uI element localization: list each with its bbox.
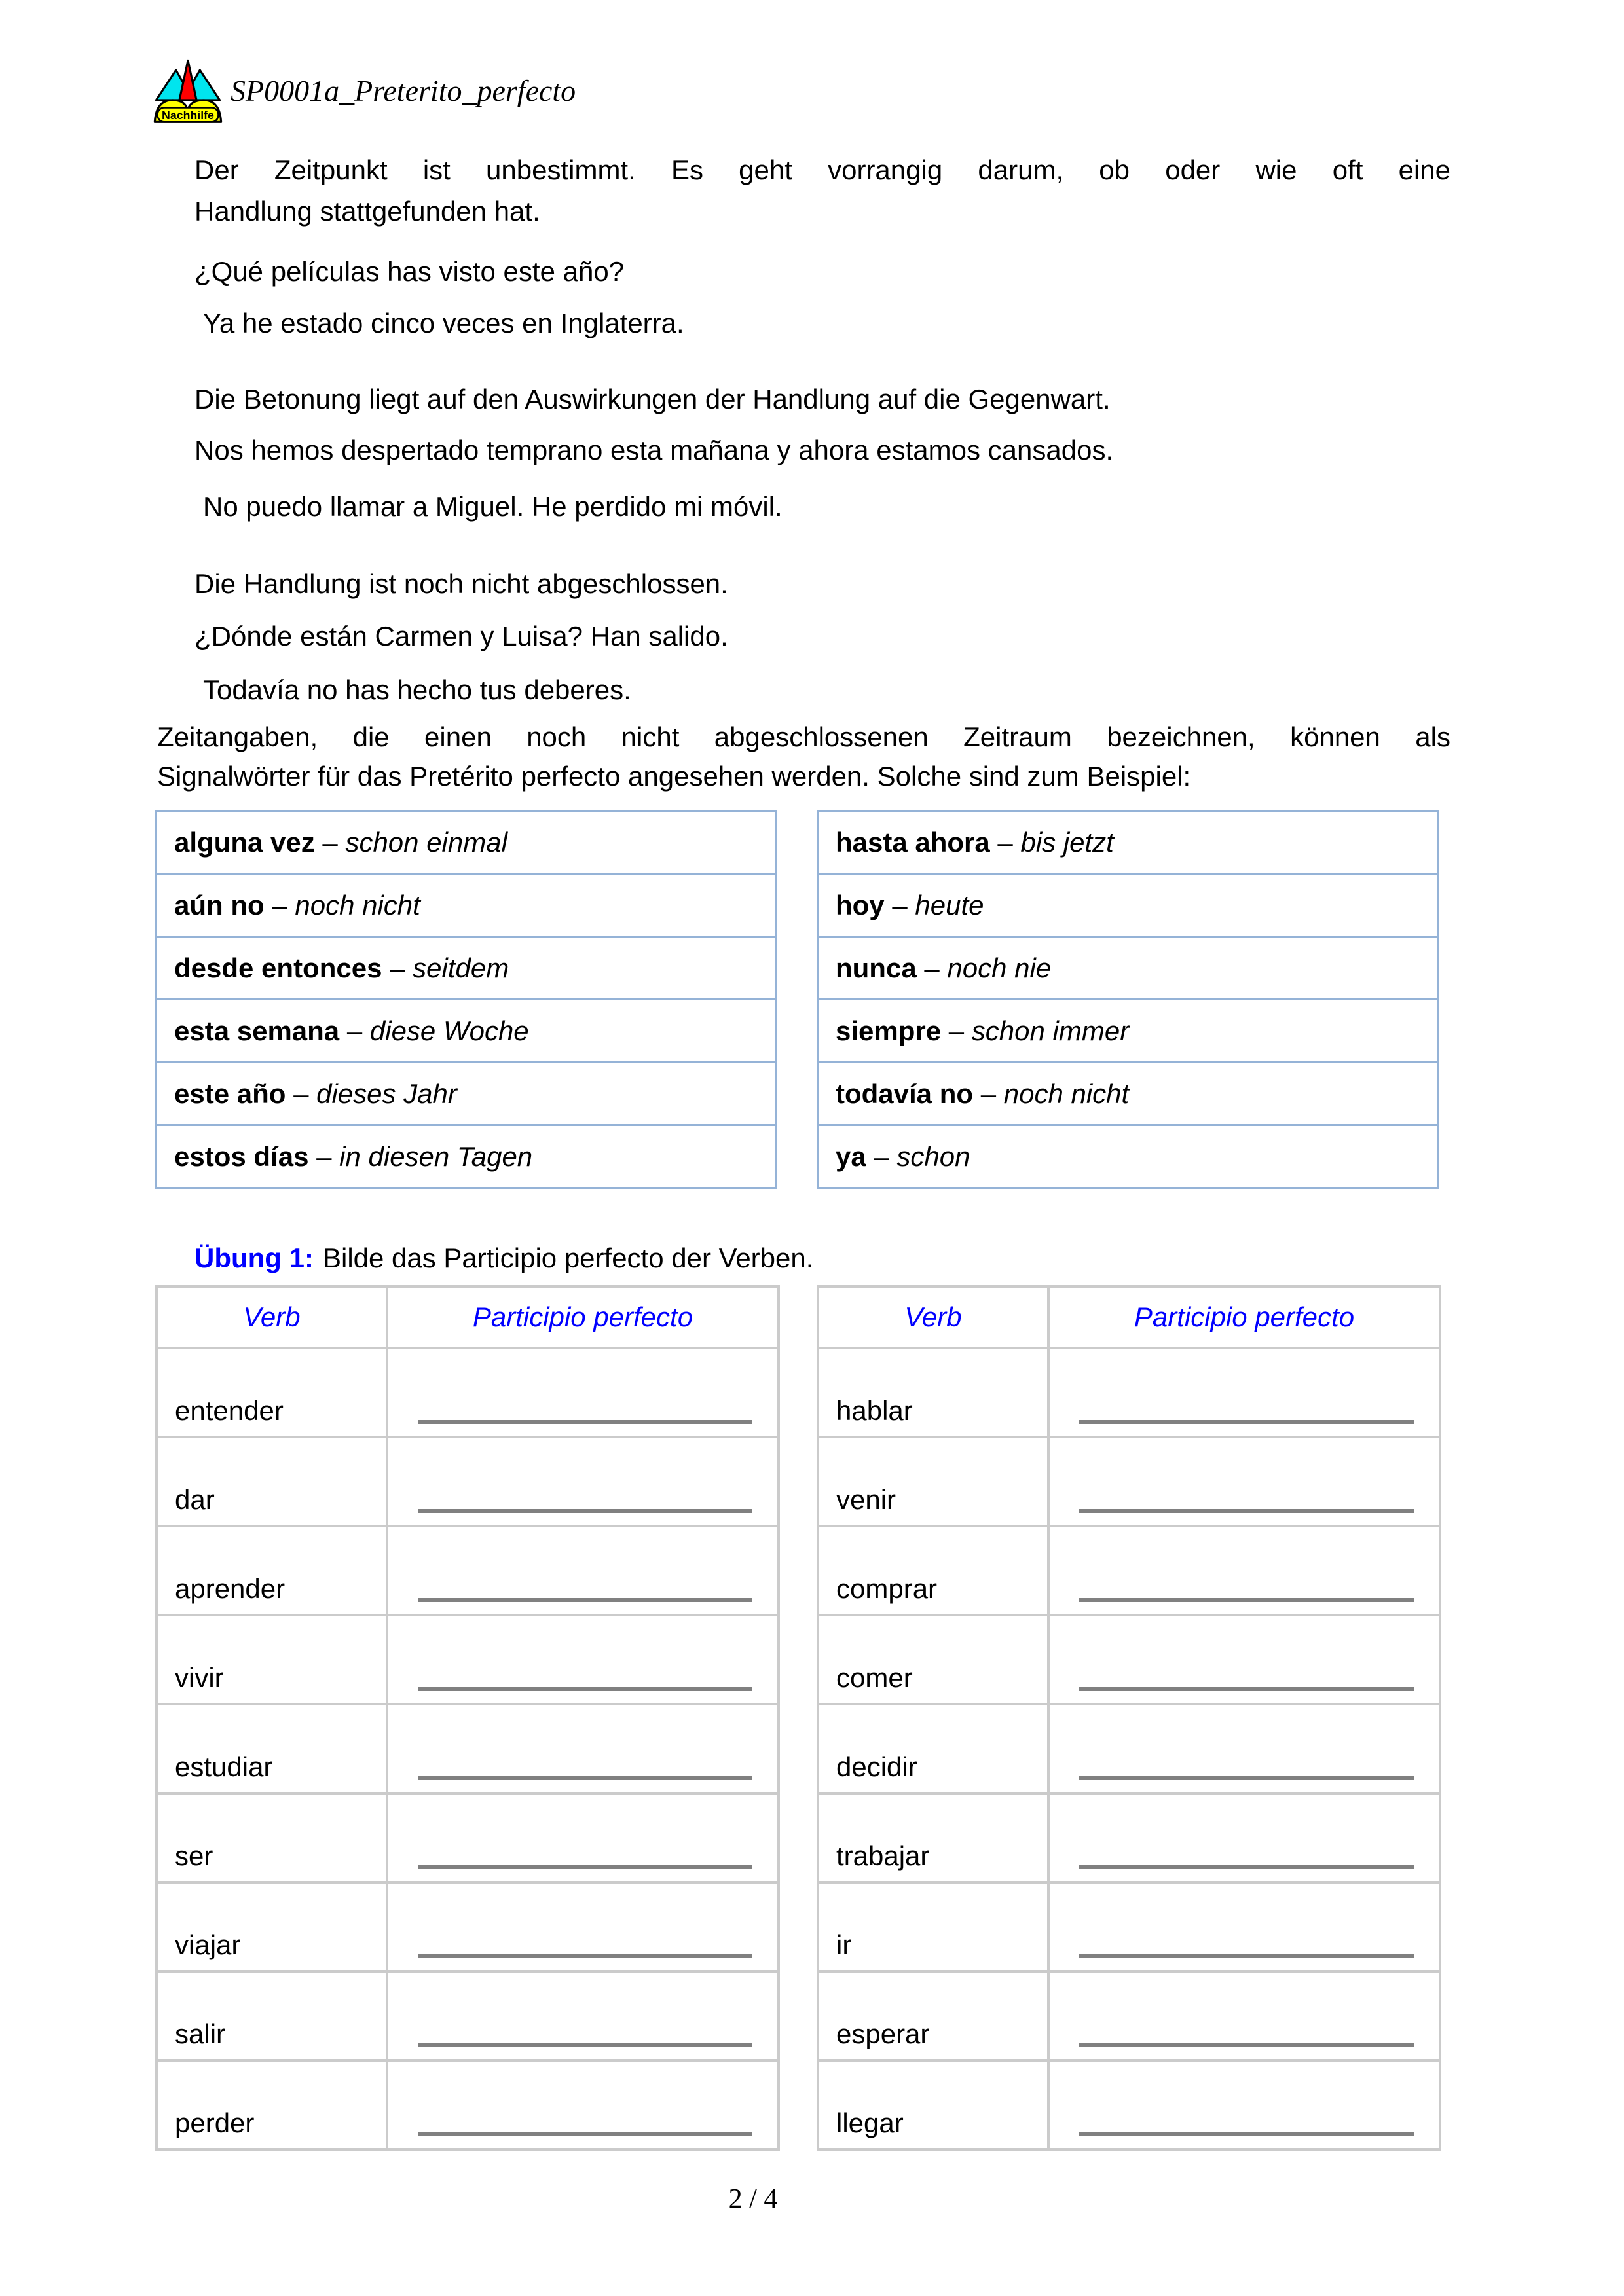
signal-words-intro	[157, 718, 1450, 796]
participle-cell	[1048, 1971, 1440, 2060]
participle-cell	[387, 1882, 779, 1971]
spanish-term: ya	[836, 1140, 866, 1172]
verb-cell: comer	[818, 1615, 1048, 1704]
signal-word-row	[157, 937, 777, 1000]
german-translation: noch nicht	[295, 889, 420, 920]
bullet-text-line: Handlung stattgefunden hat.	[194, 196, 540, 227]
page-number: 2 / 4	[728, 2184, 778, 2214]
signal-word-cell	[818, 874, 1438, 937]
exercise-instruction: Bilde das Participio perfecto der Verben.	[322, 1243, 814, 1273]
german-translation: diese Woche	[369, 1015, 529, 1046]
dash-separator: –	[866, 1140, 897, 1172]
logo-text: Nachhilfe	[162, 109, 214, 122]
bullet-point	[167, 378, 1450, 420]
signal-word-cell	[818, 811, 1438, 874]
german-translation: bis jetzt	[1020, 826, 1114, 858]
signal-word-row	[818, 1125, 1438, 1188]
example-text: Ya he estado cinco veces en Inglaterra.	[203, 308, 684, 338]
exercise-label: Übung 1:	[194, 1243, 314, 1273]
column-header-participle: Participio perfecto	[387, 1286, 779, 1348]
signal-word-row	[157, 1125, 777, 1188]
answer-line	[418, 1598, 752, 1602]
signal-word-cell	[157, 1000, 777, 1063]
bullet-point	[167, 149, 1450, 232]
answer-line	[1079, 1865, 1414, 1869]
participle-cell	[387, 1615, 779, 1704]
exercise-heading	[167, 1237, 813, 1279]
spanish-term: este año	[174, 1078, 286, 1109]
exercise-row	[157, 1971, 779, 2060]
signal-word-cell	[157, 811, 777, 874]
signal-word-cell	[818, 937, 1438, 1000]
answer-line	[418, 1420, 752, 1424]
spanish-term: hoy	[836, 889, 885, 920]
verb-cell: ir	[818, 1882, 1048, 1971]
german-translation: noch nie	[947, 952, 1052, 983]
exercise-row	[157, 1437, 779, 1526]
exercise-table-right	[817, 1285, 1441, 2151]
answer-line	[1079, 1598, 1414, 1602]
german-translation: in diesen Tagen	[339, 1140, 533, 1172]
spanish-term: estos días	[174, 1140, 309, 1172]
verb-cell: entender	[157, 1348, 387, 1437]
signal-word-row	[818, 1000, 1438, 1063]
signal-word-cell	[818, 1000, 1438, 1063]
german-translation: seitdem	[413, 952, 509, 983]
answer-line	[418, 1865, 752, 1869]
dash-separator: –	[308, 1140, 340, 1172]
example-answer	[167, 669, 1450, 710]
bullet-text: Die Betonung liegt auf den Auswirkungen der Handlung auf die Gegenwart.	[194, 384, 1111, 414]
example-text: No puedo llamar a Miguel. He perdido mi móvil.	[203, 491, 783, 522]
answer-line	[1079, 2043, 1414, 2047]
participle-cell	[1048, 1348, 1440, 1437]
german-translation: dieses Jahr	[316, 1078, 457, 1109]
exercise-row	[818, 1348, 1440, 1437]
example-question	[167, 429, 1450, 471]
answer-line	[1079, 1954, 1414, 1958]
exercise-header-row	[818, 1286, 1440, 1348]
answer-line	[418, 1509, 752, 1513]
german-translation: schon	[896, 1140, 970, 1172]
signal-word-cell	[157, 937, 777, 1000]
answer-line	[1079, 1687, 1414, 1691]
answer-line	[418, 1954, 752, 1958]
signal-word-row	[157, 874, 777, 937]
example-text: ¿Qué películas has visto este año?	[194, 256, 625, 287]
spanish-term: hasta ahora	[836, 826, 990, 858]
dash-separator: –	[941, 1015, 972, 1046]
answer-line	[418, 1776, 752, 1780]
answer-line	[1079, 1509, 1414, 1513]
exercise-row	[818, 1793, 1440, 1882]
verb-cell: aprender	[157, 1526, 387, 1615]
participle-cell	[1048, 1437, 1440, 1526]
example-text: ¿Dónde están Carmen y Luisa? Han salido.	[194, 621, 728, 651]
signal-word-cell	[818, 1063, 1438, 1125]
exercise-row	[157, 1882, 779, 1971]
participle-cell	[1048, 2060, 1440, 2149]
spanish-term: todavía no	[836, 1078, 974, 1109]
exercise-row	[157, 1793, 779, 1882]
participle-cell	[387, 1526, 779, 1615]
answer-line	[1079, 1420, 1414, 1424]
spanish-term: nunca	[836, 952, 917, 983]
verb-cell: perder	[157, 2060, 387, 2149]
signal-word-row	[157, 811, 777, 874]
german-translation: noch nicht	[1003, 1078, 1130, 1109]
participle-cell	[387, 1348, 779, 1437]
answer-line	[418, 2043, 752, 2047]
answer-line	[418, 2132, 752, 2136]
signal-word-cell	[818, 1125, 1438, 1188]
signal-word-row	[157, 1063, 777, 1125]
verb-cell: esperar	[818, 1971, 1048, 2060]
verb-cell: decidir	[818, 1704, 1048, 1793]
dash-separator: –	[314, 826, 346, 858]
spanish-term: aún no	[174, 889, 265, 920]
dash-separator: –	[989, 826, 1021, 858]
dash-separator: –	[916, 952, 948, 983]
exercise-row	[157, 2060, 779, 2149]
exercise-row	[818, 2060, 1440, 2149]
dash-separator: –	[382, 952, 413, 983]
dash-separator: –	[973, 1078, 1004, 1109]
exercise-row	[818, 1704, 1440, 1793]
exercise-row	[157, 1704, 779, 1793]
spanish-term: esta semana	[174, 1015, 340, 1046]
signal-word-cell	[157, 874, 777, 937]
dash-separator: –	[264, 889, 295, 920]
german-translation: schon einmal	[345, 826, 507, 858]
signal-words-table-right	[817, 810, 1439, 1189]
bullet-text: Die Handlung ist noch nicht abgeschlossen.	[194, 568, 728, 599]
paragraph-line: Signalwörter für das Pretérito perfecto angesehen werden. Solche sind zum Beispiel:	[157, 761, 1191, 792]
exercise-row	[818, 1971, 1440, 2060]
spanish-term: desde entonces	[174, 952, 382, 983]
verb-cell: viajar	[157, 1882, 387, 1971]
dash-separator: –	[339, 1015, 370, 1046]
signal-word-cell	[157, 1063, 777, 1125]
example-text: Nos hemos despertado temprano esta mañana y ahora estamos cansados.	[194, 435, 1114, 465]
participle-cell	[1048, 1526, 1440, 1615]
bullet-text	[194, 149, 1450, 232]
participle-cell	[387, 1437, 779, 1526]
german-translation: schon immer	[971, 1015, 1130, 1046]
verb-cell: salir	[157, 1971, 387, 2060]
exercise-row	[818, 1526, 1440, 1615]
participle-cell	[1048, 1882, 1440, 1971]
signal-words-table-left	[155, 810, 777, 1189]
verb-cell: ser	[157, 1793, 387, 1882]
participle-cell	[1048, 1615, 1440, 1704]
exercise-row	[818, 1615, 1440, 1704]
signal-word-row	[818, 1063, 1438, 1125]
verb-cell: estudiar	[157, 1704, 387, 1793]
signal-word-row	[157, 1000, 777, 1063]
spanish-term: alguna vez	[174, 826, 315, 858]
example-answer	[167, 302, 1450, 344]
exercise-row	[157, 1615, 779, 1704]
verb-cell: hablar	[818, 1348, 1048, 1437]
signal-word-row	[818, 811, 1438, 874]
german-translation: heute	[915, 889, 984, 920]
participle-cell	[1048, 1704, 1440, 1793]
exercise-row	[818, 1437, 1440, 1526]
verb-cell: comprar	[818, 1526, 1048, 1615]
example-text: Todavía no has hecho tus deberes.	[203, 674, 631, 705]
dash-separator: –	[286, 1078, 317, 1109]
column-header-verb: Verb	[157, 1286, 387, 1348]
participle-cell	[1048, 1793, 1440, 1882]
answer-line	[418, 1687, 752, 1691]
participle-cell	[387, 1793, 779, 1882]
exercise-header-row	[157, 1286, 779, 1348]
verb-cell: vivir	[157, 1615, 387, 1704]
participle-cell	[387, 1971, 779, 2060]
answer-line	[1079, 2132, 1414, 2136]
dash-separator: –	[884, 889, 915, 920]
exercise-row	[818, 1882, 1440, 1971]
example-answer	[167, 486, 1450, 527]
example-question	[167, 615, 1450, 657]
column-header-participle: Participio perfecto	[1048, 1286, 1440, 1348]
exercise-table-left	[155, 1285, 780, 2151]
column-header-verb: Verb	[818, 1286, 1048, 1348]
signal-word-row	[818, 937, 1438, 1000]
bullet-text-line: Der Zeitpunkt ist unbestimmt. Es geht vorrangig darum, ob oder wie oft eine	[194, 155, 1450, 185]
nachhilfe-logo	[149, 58, 227, 130]
exercise-row	[157, 1526, 779, 1615]
answer-line	[1079, 1776, 1414, 1780]
verb-cell: venir	[818, 1437, 1048, 1526]
bullet-point	[167, 563, 1450, 604]
verb-cell: dar	[157, 1437, 387, 1526]
participle-cell	[387, 2060, 779, 2149]
verb-cell: llegar	[818, 2060, 1048, 2149]
spanish-term: siempre	[836, 1015, 942, 1046]
document-title: SP0001a_Preterito_perfecto	[231, 74, 576, 107]
verb-cell: trabajar	[818, 1793, 1048, 1882]
exercise-row	[157, 1348, 779, 1437]
example-question	[167, 251, 1450, 292]
participle-cell	[387, 1704, 779, 1793]
signal-word-row	[818, 874, 1438, 937]
signal-word-cell	[157, 1125, 777, 1188]
paragraph-line: Zeitangaben, die einen noch nicht abgeschlossenen Zeitraum bezeichnen, können als	[157, 721, 1450, 752]
